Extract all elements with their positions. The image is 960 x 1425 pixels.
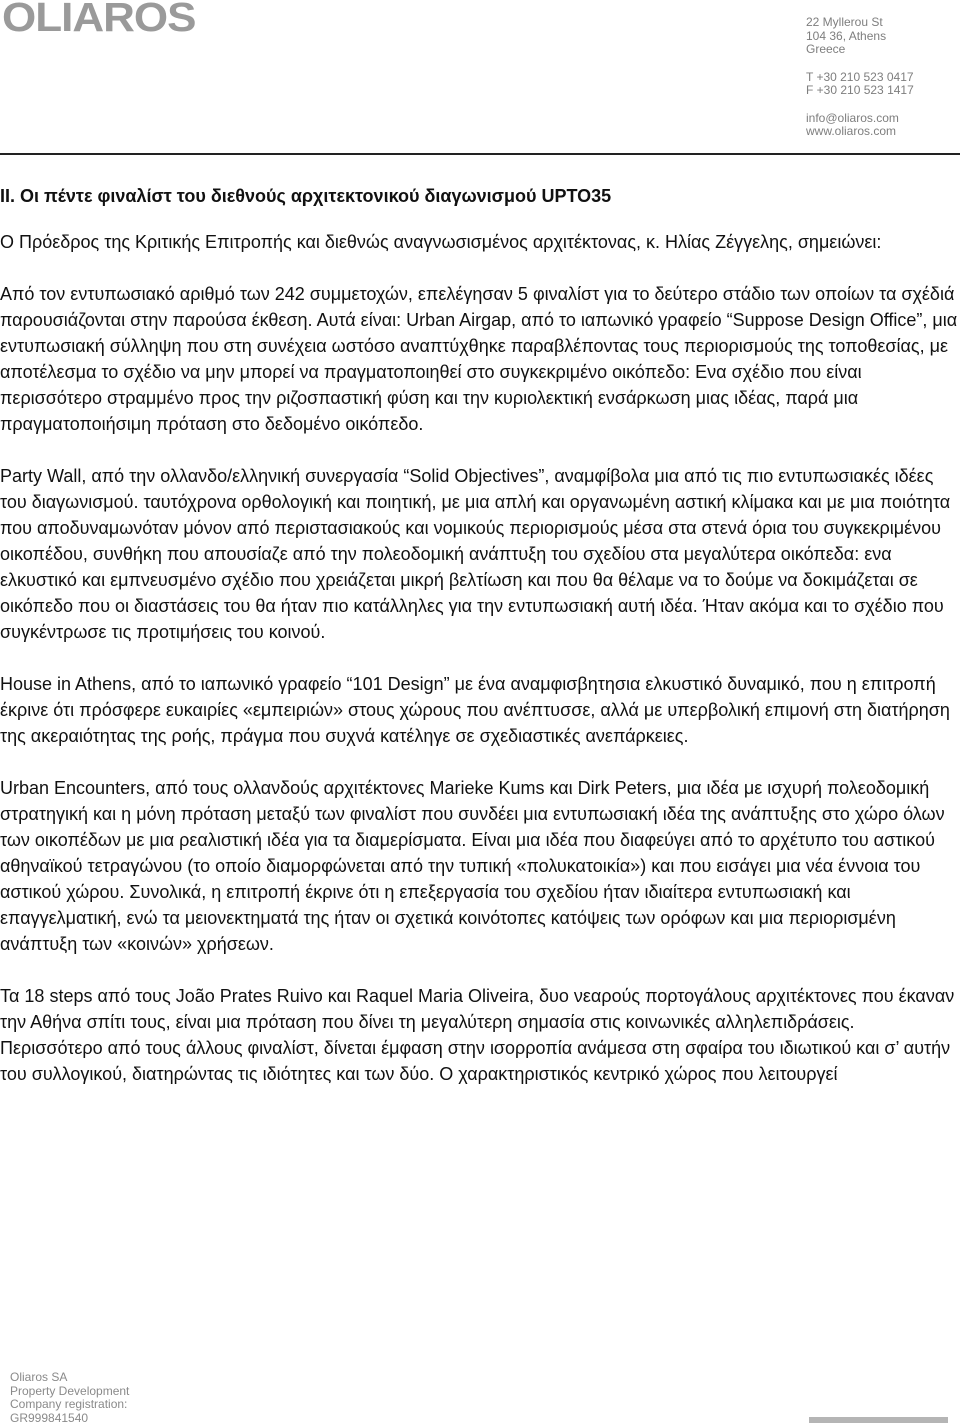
paragraph-intro: Ο Πρόεδρος της Κριτικής Επιτροπής και διεθνώς αναγνωσισμένος αρχιτέκτονας, κ. Ηλίας Ζέγγελης, σημειώνει:: [0, 232, 882, 252]
article-body: [0, 183, 958, 1087]
paragraph-urban-encounters: Urban Encounters, από τους ολλανδούς αρχιτέκτονες Marieke Kums και Dirk Peters, μια ιδέα με ισχυρή πολεοδομική στρατηγική και η μόνη πρόταση μεταξύ των φιναλίστ που συνδέει μια εντυπωσιακή ιδέα της ανάπτυξης στο χώρο όλων των οικοπέδων με μια ρεαλιστική ιδέα για τα διαμερίσματα. Είναι μια ιδέα που διαφεύγει από το αρχέτυπο του αστικού αθηναϊκού τετραγώνου (το οποίο διαμορφώνεται από την τυπική «πολυκατοικία») και που εισάγει μια νέα έννοια του αστικού χώρου. Συνολικά, η επιτροπή έκρινε ότι η επεξεργασία του σχεδίου ήταν ιδιαίτερα εντυπωσιακή και επαγγελματική, ενώ τα μειονεκτηματά της ήταν οι σχετικά κοινότοπες κατόψεις των ορόφων και μια περιορισμένη ανάπτυξη των «κοινών» χρήσεων.: [0, 778, 945, 954]
email-link[interactable]: info@oliaros.com: [806, 110, 899, 125]
contact-block: [806, 16, 956, 153]
footer-company-info: [10, 1371, 210, 1425]
paragraph-urban-airgap: Από τον εντυπωσιακό αριθμό των 242 συμμετοχών, επελέγησαν 5 φιναλίστ για το δεύτερο στάδιο των οποίων τα σχέδιά παρουσιάζονται στην παρούσα έκθεση. Αυτά είναι: Urban Airgap, από το ιαπωνικό γραφείο “Suppose Design Office”, μια εντυπωσιακή σύλληψη που στη συνέχεια ωστόσο αναπτύχθηκε παραβλέποντας τους περιορισμούς της τοποθεσίας, με αποτέλεσμα το σχέδιο να μην μπορεί να πραγματοποιηθεί στο συγκεκριμένο οικόπεδο: Ενα σχέδιο που είναι περισσότερο στραμμένο προς την ριζοσπαστική φύση και την κυριολεκτική ενσάρκωση μιας ιδέας, παρά μια πραγματοποιήσιμη πρόταση στο δεδομένο οικόπεδο.: [0, 284, 958, 434]
paragraph-house-in-athens: House in Athens, από το ιαπωνικό γραφείο “101 Design” με ένα αναμφισβητησια ελκυστικό δυναμικό, που η επιτροπή έκρινε ότι πρόσφερε ευκαιρίες «εμπειριών» στους χώρους που ανέπτυσσε, αλλά με υπερβολική επιμονή στη διατήρηση της ακεραιότητας της ροής, πράγμα που συχνά κατέληγε σε σχεδιαστικές ανεπάρκειες.: [0, 674, 950, 746]
address-line: Greece: [806, 42, 846, 56]
phone-block: [806, 71, 956, 98]
footer-line: Company registration:: [10, 1397, 128, 1411]
address-line: 22 Myllerou St: [806, 15, 883, 29]
address-line: 104 36, Athens: [806, 28, 887, 43]
company-logo: OLIAROS: [2, 0, 196, 41]
footer-line: GR999841540: [10, 1410, 89, 1425]
section-heading: ΙΙ. Οι πέντε φιναλίστ του διεθνούς αρχιτεκτονικού διαγωνισμού UPTO35: [0, 186, 612, 206]
paragraph-party-wall: Party Wall, από την ολλανδο/ελληνική συνεργασία “Solid Objectives”, αναμφίβολα μια από τις πιο εντυπωσιακές ιδέες του διαγωνισμού. ταυτόχρονα ορθολογική και ποιητική, με μια απλή και οργανωμένη αστική κλίμακα και με μια ποιότητα που αποδυναμωνόταν μόνον από περιστασιακούς και νομικούς περιορισμούς μέσα στα στενά όρια του συγκεκριμένου οικοπέδου, συνθήκη που απουσίαζε από την πολεοδομική ανάπτυξη του σχεδίου στα μεγαλύτερα οικόπεδα: ενα ελκυστικό και εμπνευσμένο σχέδιο που χρειάζεται μικρή βελτίωση και που θα θέλαμε να το δούμε να δοκιμάζεται σε οικόπεδο που οι διαστάσεις του θα ήταν πιο κατάλληλες για την εντυπωσιακή αυτή ιδέα. Ήταν ακόμα και το σχέδιο που συγκέντρωσε τις προτιμήσεις του κοινού.: [0, 466, 951, 642]
paragraph-18-steps: Τα 18 steps από τους João Prates Ruivo και Raquel Maria Oliveira, δυο νεαρούς πορτογάλους αρχιτέκτονες που έκαναν την Αθήνα σπίτι τους, είναι μια πρόταση που δίνει τη μεγαλύτερη σημασία στις κοινωνικές αλληλεπιδράσεις. Περισσότερο από τους άλλους φιναλίστ, δίνεται έμφαση στην ισορροπία ανάμεσα στη σφαίρα του ιδιωτικού και σ’ αυτήν του συλλογικού, διατηρώντας τις ιδιότητες και των δύο. Ο χαρακτηριστικός κεντρικό χώρος που λειτουργεί: [0, 986, 955, 1084]
footer-line: Oliaros SA: [10, 1370, 68, 1384]
telephone-number: T +30 210 523 0417: [806, 69, 914, 84]
fax-number: F +30 210 523 1417: [806, 83, 914, 97]
web-block: [806, 112, 956, 139]
footer-line: Property Development: [10, 1383, 130, 1398]
website-link[interactable]: www.oliaros.com: [806, 124, 897, 138]
header-divider: [0, 153, 960, 155]
footer-bar: [809, 1417, 948, 1423]
address-block: [806, 16, 956, 57]
